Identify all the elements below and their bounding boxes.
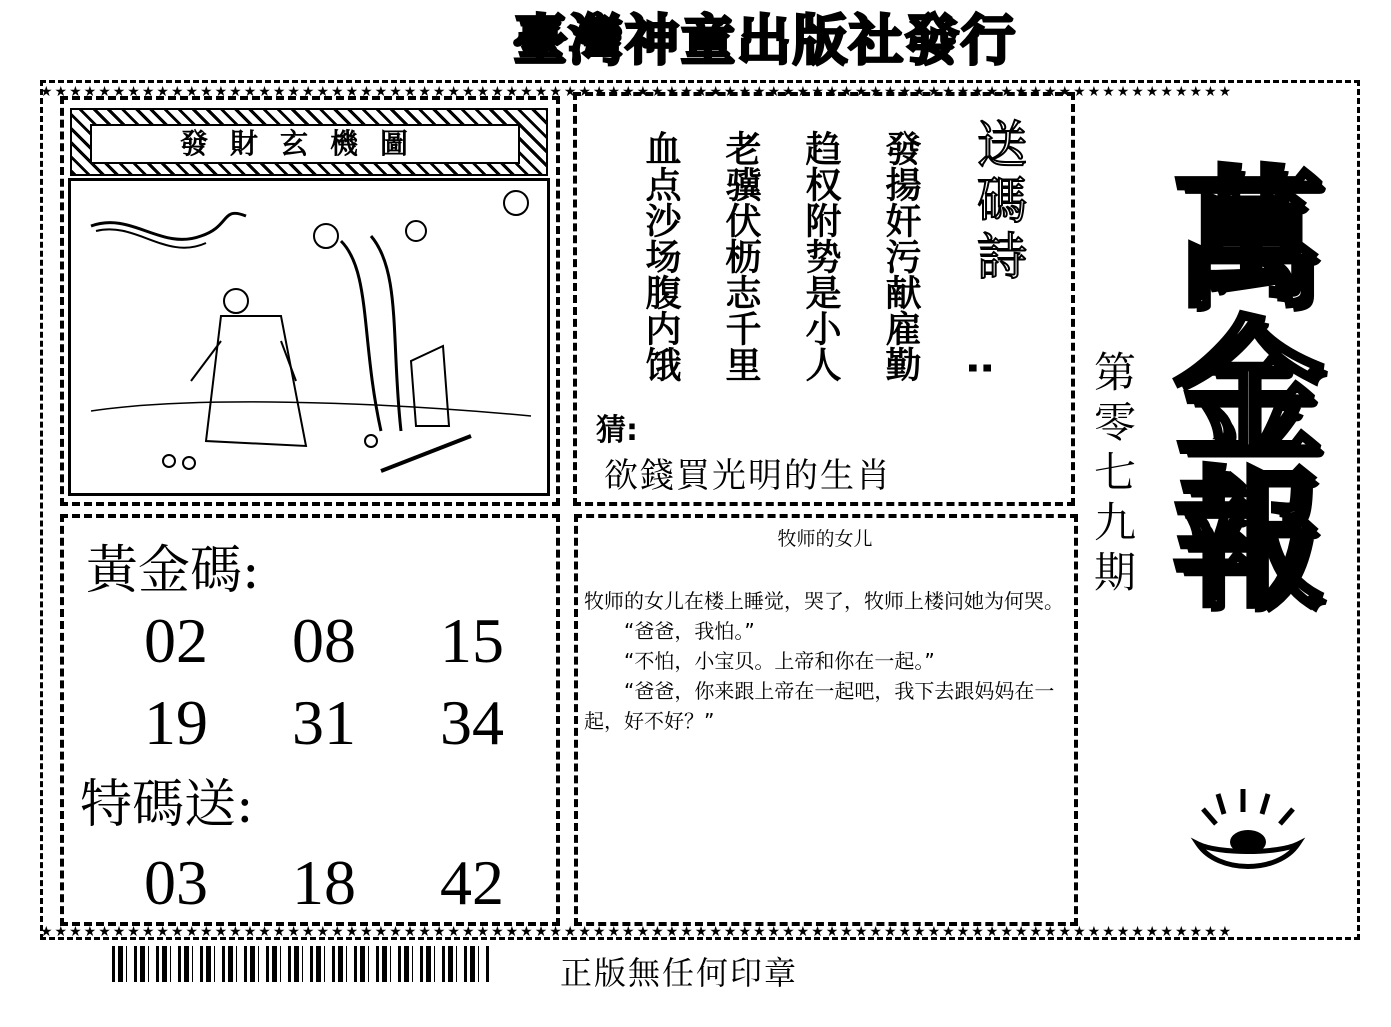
footer-note: 正版無任何印章 — [560, 954, 799, 992]
guess-text: 欲錢買光明的生肖 — [604, 456, 892, 496]
gold-code-label: 黃金碼: — [86, 541, 260, 601]
gold-row-1 — [144, 604, 588, 678]
monk-dragon-illustration — [71, 181, 547, 493]
gold-number: 02 — [144, 605, 208, 676]
poem-line-2: 趋权附势是小人 — [800, 130, 841, 382]
issue-number: 第零七九期 — [1088, 350, 1137, 600]
gold-ingot-icon — [1188, 784, 1308, 884]
poem-line-3: 老骥伏枥志千里 — [720, 130, 761, 382]
top-star-border: ★★★★★★★★★★★★★★★★★★★★★★★★★★★★★★★★★★★★★★★★★★★★★★★★★★★★★★★★★★★★★★★★★★★★★★★★★★★★★★★★★★ — [40, 84, 1234, 100]
special-number: 18 — [292, 847, 356, 918]
barcode — [112, 946, 492, 982]
special-number: 42 — [440, 847, 504, 918]
poem-title: 送碼詩 — [969, 118, 1027, 286]
gold-number: 08 — [292, 605, 356, 676]
poem-title-colon: : — [959, 360, 1005, 376]
bottom-star-border: ★★★★★★★★★★★★★★★★★★★★★★★★★★★★★★★★★★★★★★★★★★★★★★★★★★★★★★★★★★★★★★★★★★★★★★★★★★★★★★★★★★ — [40, 924, 1234, 940]
masthead-title: 萬金報 — [1148, 160, 1322, 610]
gold-row-2 — [144, 686, 588, 760]
picture-title: 發財玄機圖 — [90, 124, 520, 164]
poem-line-1: 發揚奸污献雇勤 — [880, 130, 921, 382]
gold-number: 31 — [292, 687, 356, 758]
illustration — [68, 178, 550, 496]
special-number: 03 — [144, 847, 208, 918]
gold-number: 15 — [440, 605, 504, 676]
special-row — [144, 846, 588, 920]
guess-label: 猜: — [596, 413, 638, 448]
story-title: 牧师的女儿 — [777, 528, 873, 550]
story-body: 牧师的女儿在楼上睡觉，哭了，牧师上楼问她为何哭。 “爸爸，我怕。” “不怕，小宝贝。上帝和你在一起。” “爸爸，你来跟上帝在一起吧，我下去跟妈妈在一起，好不好？” — [584, 589, 1064, 733]
gold-number: 19 — [144, 687, 208, 758]
special-code-label: 特碼送: — [80, 775, 254, 835]
poem-line-4: 血点沙场腹内饿 — [640, 130, 681, 382]
publisher-title: 臺灣神童出版社發行 — [513, 9, 1017, 72]
gold-number: 34 — [440, 687, 504, 758]
